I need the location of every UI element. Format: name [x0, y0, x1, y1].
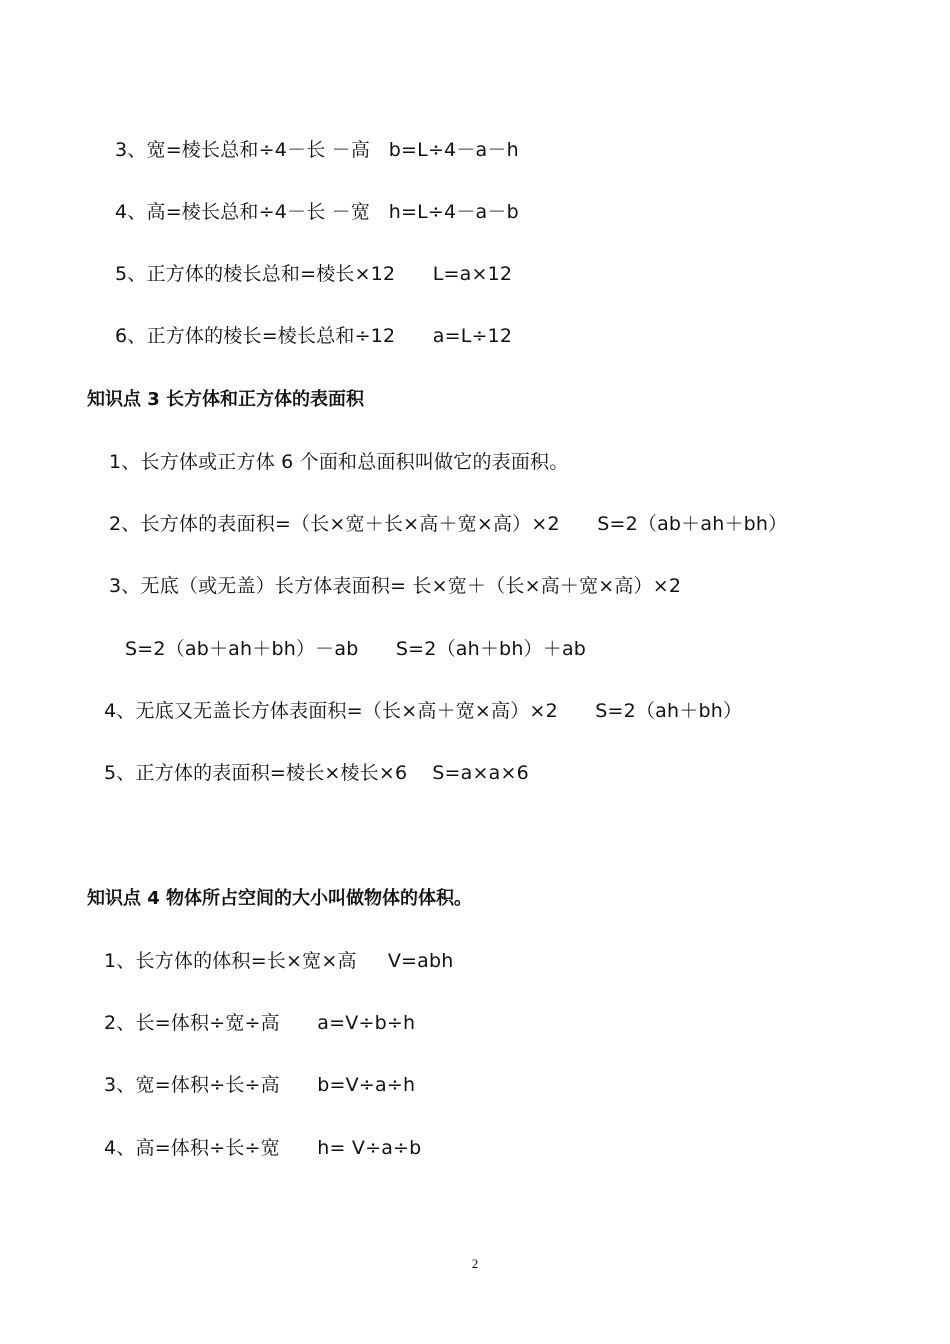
heading-volume: 知识点 4 物体所占空间的大小叫做物体的体积。 [87, 888, 473, 909]
formula-cuboid-volume: 1、长方体的体积=长×宽×高 V=abh [104, 950, 454, 972]
formula-open-cuboid-surface-area: 3、无底（或无盖）长方体表面积= 长×宽＋（长×高＋宽×高）×2 [109, 575, 682, 597]
formula-width-from-edges: 3、宽=棱长总和÷4－长 －高 b=L÷4－a－h [115, 139, 519, 161]
surface-area-definition: 1、长方体或正方体 6 个面和总面积叫做它的表面积。 [109, 451, 569, 473]
formula-cuboid-surface-area: 2、长方体的表面积=（长×宽＋长×高＋宽×高）×2 S=2（ab＋ah＋bh） [109, 513, 788, 535]
formula-cube-surface-area: 5、正方体的表面积=棱长×棱长×6 S=a×a×6 [104, 762, 529, 784]
formula-cube-edge-sum: 5、正方体的棱长总和=棱长×12 L=a×12 [115, 263, 513, 285]
formula-no-top-no-bottom: 4、无底又无盖长方体表面积=（长×高＋宽×高）×2 S=2（ah＋bh） [104, 700, 743, 722]
formula-open-cuboid-variants: S=2（ab＋ah＋bh）－ab S=2（ah＋bh）＋ab [125, 638, 587, 660]
formula-length-from-volume: 2、长=体积÷宽÷高 a=V÷b÷h [104, 1012, 416, 1034]
formula-width-from-volume: 3、宽=体积÷长÷高 b=V÷a÷h [104, 1074, 416, 1096]
formula-height-from-edges: 4、高=棱长总和÷4－长 －宽 h=L÷4－a－b [115, 201, 519, 223]
formula-height-from-volume: 4、高=体积÷长÷宽 h= V÷a÷b [104, 1137, 422, 1159]
page-number: 2 [471, 1256, 479, 1271]
heading-surface-area: 知识点 3 长方体和正方体的表面积 [87, 389, 365, 410]
formula-cube-edge-length: 6、正方体的棱长=棱长总和÷12 a=L÷12 [115, 325, 513, 347]
